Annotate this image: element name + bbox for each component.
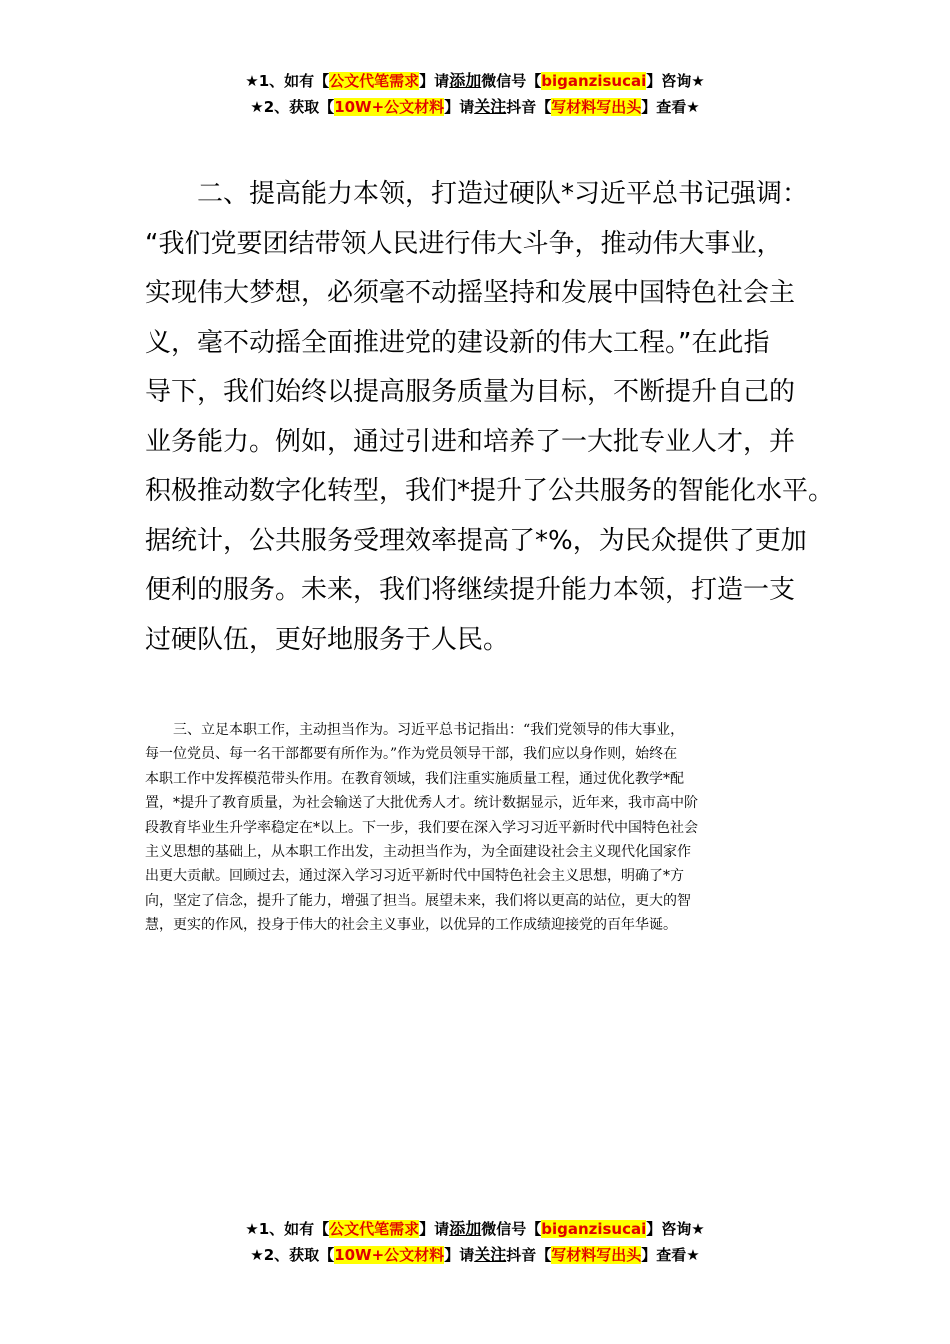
ad-text: 】查看★ — [641, 1246, 700, 1264]
paragraph-line: 二、提高能力本领，打造过硬队*习近平总书记强调： — [145, 179, 809, 209]
highlight-service: 公文代笔需求 — [329, 1220, 420, 1238]
ad-line-2 — [0, 1242, 950, 1268]
highlight-douyin-account: 写材料写出头 — [551, 98, 642, 116]
paragraph-line: 据统计，公共服务受理效率提高了*%，为民众提供了更加 — [145, 525, 807, 556]
paragraph-line: 置，*提升了教育质量，为社会输送了大批优秀人才。统计数据显示，近年来，我市高中阶 — [145, 795, 698, 812]
ad-text: 】请 — [419, 72, 450, 90]
paragraph-line: 过硬队伍，更好地服务于人民。 — [145, 624, 510, 655]
ad-text: ★1、如有【 — [245, 1220, 330, 1238]
highlight-service: 公文代笔需求 — [329, 72, 420, 90]
header-ad-banner — [0, 68, 950, 120]
paragraph-line: 导下，我们始终以提高服务质量为目标，不断提升自己的 — [145, 377, 796, 407]
ad-text: 抖音【 — [506, 98, 552, 116]
paragraph-line: “我们党要团结带领人民进行伟大斗争，推动伟大事业， — [145, 228, 783, 259]
ad-line-2 — [0, 94, 950, 120]
emphasis-text: 添加 — [449, 1219, 482, 1238]
ad-text: 微信号【 — [481, 1220, 542, 1238]
ad-line-1 — [0, 68, 950, 94]
paragraph-line: 实现伟大梦想，必须毫不动摇坚持和发展中国特色社会主 — [145, 278, 796, 308]
paragraph-line: 便利的服务。未来，我们将继续提升能力本领，打造一支 — [145, 575, 796, 605]
emphasis-text: 添加 — [449, 71, 482, 90]
ad-text: ★2、获取【 — [250, 98, 335, 116]
ad-text: 】咨询★ — [646, 72, 705, 90]
section-three-paragraph — [145, 718, 810, 938]
ad-text: ★2、获取【 — [250, 1246, 335, 1264]
paragraph-line: 向，坚定了信念，提升了能力，增强了担当。展望未来，我们将以更高的站位，更大的智 — [145, 892, 691, 909]
highlight-wechat-id: biganzisucai — [541, 1220, 647, 1238]
paragraph-line: 义，毫不动摇全面推进党的建设新的伟大工程。”在此指 — [145, 327, 770, 358]
highlight-materials: 10W+公文材料 — [334, 1246, 445, 1264]
ad-text: 抖音【 — [506, 1246, 552, 1264]
ad-text: 】查看★ — [641, 98, 700, 116]
paragraph-line: 段教育毕业生升学率稳定在*以上。下一步，我们要在深入学习习近平新时代中国特色社会 — [145, 819, 698, 836]
ad-text: 】请 — [444, 98, 475, 116]
paragraph-line: 出更大贡献。回顾过去，通过深入学习习近平新时代中国特色社会主义思想，明确了*方 — [145, 868, 684, 885]
ad-text: 微信号【 — [481, 72, 542, 90]
ad-line-1 — [0, 1216, 950, 1242]
paragraph-line: 三、立足本职工作，主动担当作为。习近平总书记指出：“我们党领导的伟大事业， — [145, 722, 685, 738]
paragraph-line: 每一位党员、每一名干部都要有所作为。”作为党员领导干部，我们应以身作则，始终在 — [145, 746, 678, 763]
paragraph-line: 慧，更实的作风，投身于伟大的社会主义事业，以优异的工作成绩迎接党的百年华诞。 — [145, 917, 677, 934]
paragraph-line: 积极推动数字化转型，我们*提升了公共服务的智能化水平。 — [145, 476, 835, 506]
ad-text: 】咨询★ — [646, 1220, 705, 1238]
highlight-wechat-id: biganzisucai — [541, 72, 647, 90]
paragraph-line: 业务能力。例如，通过引进和培养了一大批专业人才，并 — [145, 426, 796, 457]
section-two-paragraph — [145, 170, 835, 665]
footer-ad-banner — [0, 1216, 950, 1268]
emphasis-text: 关注 — [474, 1245, 507, 1264]
paragraph-line: 本职工作中发挥模范带头作用。在教育领域，我们注重实施质量工程，通过优化教学*配 — [145, 770, 684, 787]
emphasis-text: 关注 — [474, 97, 507, 116]
highlight-douyin-account: 写材料写出头 — [551, 1246, 642, 1264]
ad-text: 】请 — [444, 1246, 475, 1264]
paragraph-line: 主义思想的基础上，从本职工作出发，主动担当作为，为全面建设社会主义现代化国家作 — [145, 844, 691, 861]
ad-text: ★1、如有【 — [245, 72, 330, 90]
highlight-materials: 10W+公文材料 — [334, 98, 445, 116]
ad-text: 】请 — [419, 1220, 450, 1238]
